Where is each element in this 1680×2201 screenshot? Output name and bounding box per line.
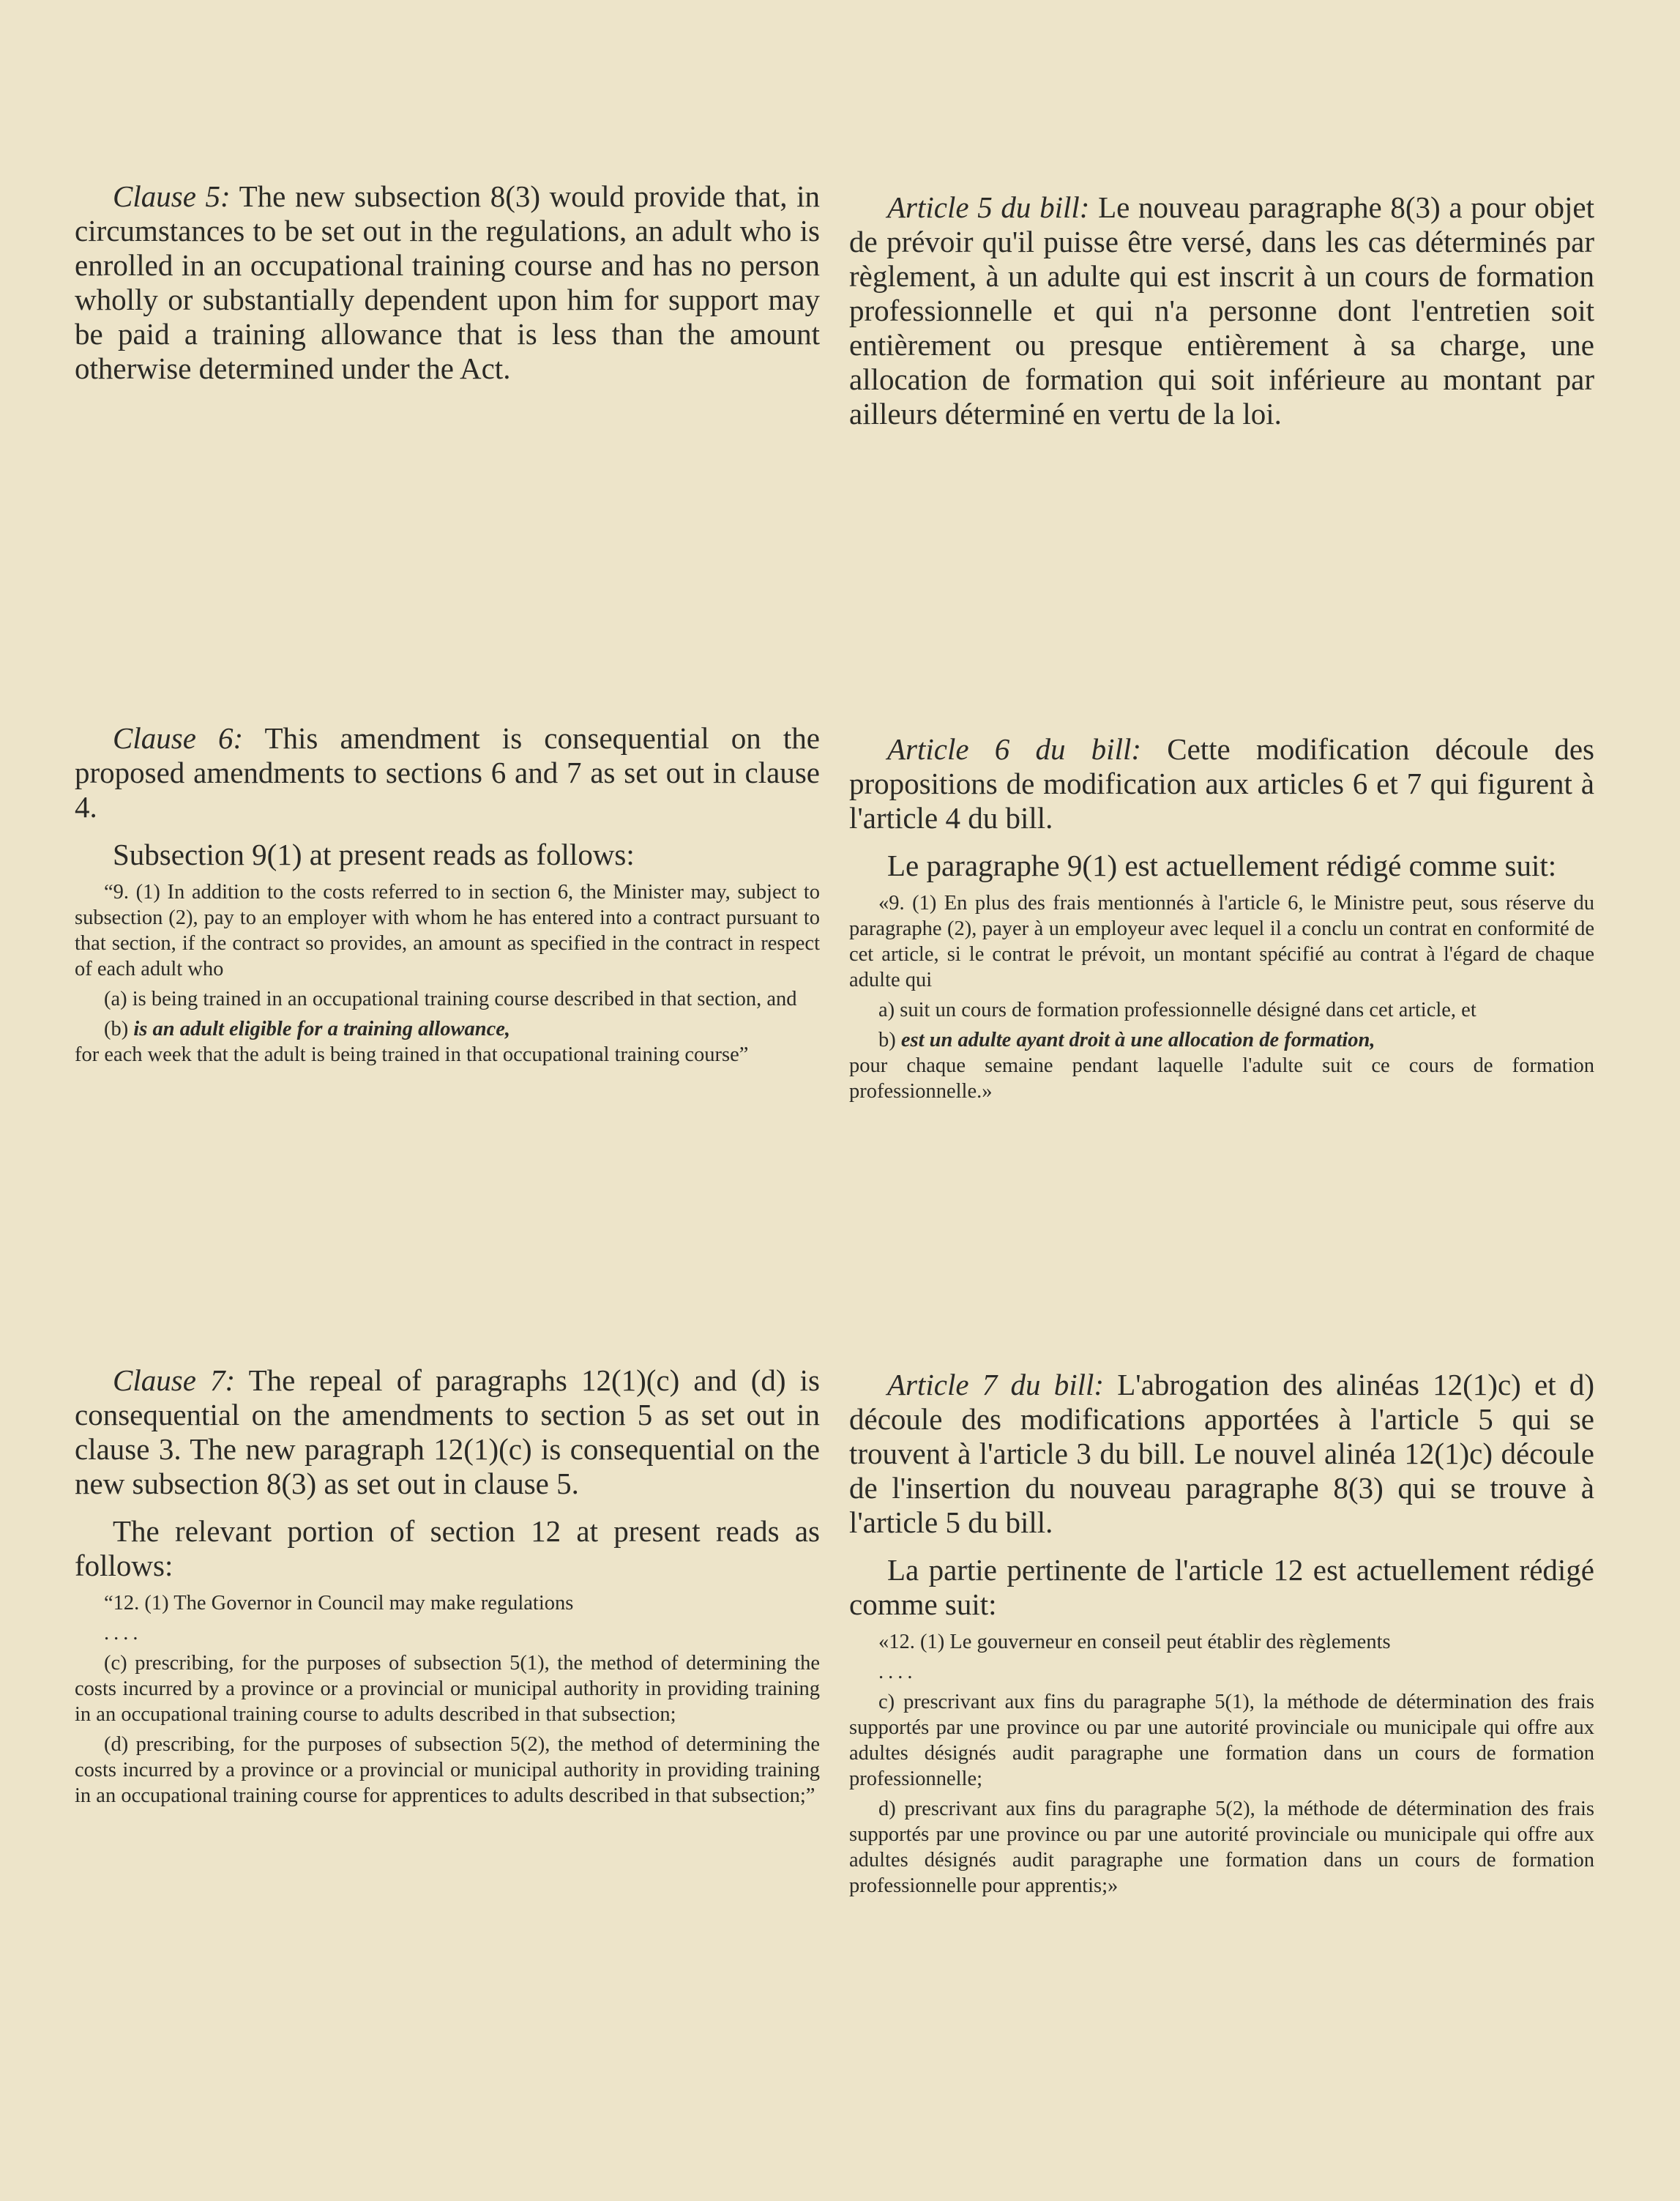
clause-6-fr-b-text: est un adulte ayant droit à une allocation de formation, — [900, 1029, 1375, 1051]
clause-6-en-lead: Subsection 9(1) at present reads as follows: — [113, 838, 635, 871]
clause-6-en-a-label: (a) — [104, 988, 127, 1010]
clause-5-fr-body: Le nouveau paragraphe 8(3) a pour objet de prévoir qu'il puisse être versé, dans les cas déterminés par règlement, à un adulte qui est inscrit à un cours de formation professionnelle et qui n'a personne dont l'entretien soit entièrement ou presque entièrement à sa charge, une allocation de formation qui soit inférieure au montant par ailleurs déterminé en vertu de la loi. — [849, 190, 1594, 431]
clause-7-en-d-label: (d) — [104, 1733, 129, 1756]
clause-6-fr — [849, 732, 1594, 1104]
clause-7-fr-lead: La partie pertinente de l'article 12 est actuellement rédigé comme suit: — [849, 1553, 1594, 1621]
clause-5-en-title: Clause 5: — [113, 179, 231, 213]
clause-6-fr-title: Article 6 du bill: — [887, 732, 1142, 766]
clause-6-en-paragraph — [75, 721, 820, 824]
clause-7-en-title: Clause 7: — [113, 1363, 236, 1397]
clause-7-fr-ellipsis: .... — [878, 1661, 917, 1683]
clause-7-en-d-text: prescribing, for the purposes of subsection 5(2), the method of determining the costs incurred by a province or a provincial or municipal authority in providing training in an occupational training course for apprentices to adults described in that subsection;” — [75, 1733, 820, 1807]
clause-7-fr-d-text: prescrivant aux fins du paragraphe 5(2), la méthode de détermination des frais supportés par une province ou par une autorité provinciale ou municipale qui offre aux adultes désignés audit paragraphe une formation dans un cours de formation professionnelle pour apprentis;» — [849, 1798, 1594, 1897]
clause-6-fr-item-b — [849, 1027, 1594, 1053]
clause-5-fr-paragraph — [849, 190, 1594, 431]
clause-6-fr-item-a — [849, 997, 1594, 1023]
clause-6-en-item-a — [75, 986, 820, 1012]
clause-5-fr-title: Article 5 du bill: — [887, 190, 1090, 224]
clause-6-en-b-text: is an adult eligible for a training allowance, — [133, 1018, 511, 1040]
clause-6-fr-paragraph — [849, 732, 1594, 835]
clause-7-fr-c-label: c) — [878, 1691, 895, 1713]
clause-7-fr-body: L'abrogation des alinéas 12(1)c) et d) découle des modifications apportées à l'article 5 qui se trouvent à l'article 3 du bill. Le nouvel alinéa 12(1)c) découle de l'insertion du nouveau paragraphe 8(3) qui se trouve à l'article 5 du bill. — [849, 1368, 1594, 1539]
clause-7-fr-title: Article 7 du bill: — [887, 1368, 1105, 1401]
clause-7-en — [75, 1363, 820, 1809]
clause-7-en-c-text: prescribing, for the purposes of subsection 5(1), the method of determining the costs incurred by a province or a provincial or municipal authority in providing training in an occupational training course to adults described in that subsection; — [75, 1652, 821, 1726]
clause-7-fr — [849, 1368, 1594, 1899]
clause-6-fr-quote: «9. (1) En plus des frais mentionnés à l'article 6, le Ministre peut, sous réserve du paragraphe (2), payer à un employeur avec lequel il a conclu un contrat en conformité de cet article, si le contrat le prévoit, un montant spécifié au contrat à l'égard de chaque adulte qui — [849, 892, 1594, 991]
clause-7-fr-quote: «12. (1) Le gouverneur en conseil peut établir des règlements — [878, 1631, 1391, 1653]
clause-6-en-b-label: (b) — [104, 1018, 129, 1040]
clause-5-en-body: The new subsection 8(3) would provide that, in circumstances to be set out in the regulations, an adult who is enrolled in an occupational training course and has no person wholly or substantially dependent upon him for support may be paid a training allowance that is less than the amount otherwise determined under the Act. — [75, 179, 821, 385]
clause-6-fr-b-label: b) — [878, 1029, 896, 1051]
clause-7-fr-d-label: d) — [878, 1798, 896, 1820]
clause-7-en-item-c — [75, 1650, 820, 1727]
clause-7-en-lead: The relevant portion of section 12 at present reads as follows: — [75, 1514, 820, 1582]
clause-7-en-ellipsis: .... — [104, 1622, 143, 1645]
clause-6-en-title: Clause 6: — [113, 721, 244, 755]
clause-5-en-paragraph — [75, 179, 820, 386]
clause-6-fr-body: Cette modification découle des propositions de modification aux articles 6 et 7 qui figurent à l'article 4 du bill. — [849, 732, 1594, 835]
clause-7-en-paragraph — [75, 1363, 820, 1501]
clause-7-fr-paragraph — [849, 1368, 1594, 1540]
clause-6-en-body: This amendment is consequential on the proposed amendments to sections 6 and 7 as set out in clause 4. — [75, 721, 820, 824]
clause-7-fr-item-c — [849, 1689, 1594, 1792]
clause-7-en-item-d — [75, 1732, 820, 1809]
clause-7-en-quote: “12. (1) The Governor in Council may make regulations — [104, 1592, 574, 1615]
clause-5-en — [75, 179, 820, 386]
clause-7-en-c-label: (c) — [104, 1652, 127, 1675]
clause-6-fr-a-text: suit un cours de formation professionnelle désigné dans cet article, et — [900, 999, 1476, 1021]
clause-6-en — [75, 721, 820, 1068]
clause-6-en-a-text: is being trained in an occupational training course described in that section, and — [132, 988, 797, 1010]
clause-7-fr-c-text: prescrivant aux fins du paragraphe 5(1), la méthode de détermination des frais supportés par une province ou par une autorité provinciale ou municipale qui offre aux adultes désignés audit paragraphe une formation dans un cours de formation professionnelle; — [849, 1691, 1594, 1790]
clause-5-fr — [849, 190, 1594, 431]
clause-7-fr-item-d — [849, 1796, 1594, 1899]
clause-6-fr-a-label: a) — [878, 999, 895, 1021]
clause-6-en-quote: “9. (1) In addition to the costs referred to in section 6, the Minister may, subject to subsection (2), pay to an employer with whom he has entered into a contract pursuant to that section, if the contract so provides, an amount as specified in the contract in respect of each adult who — [75, 881, 820, 980]
clause-6-fr-tail: pour chaque semaine pendant laquelle l'adulte suit ce cours de formation professionnelle.» — [849, 1054, 1594, 1103]
clause-6-en-tail: for each week that the adult is being trained in that occupational training course” — [75, 1043, 749, 1066]
clause-6-en-item-b — [75, 1016, 820, 1042]
clause-6-fr-lead: Le paragraphe 9(1) est actuellement rédigé comme suit: — [887, 849, 1557, 882]
clause-7-en-body: The repeal of paragraphs 12(1)(c) and (d) is consequential on the amendments to section 5 as set out in clause 3. The new paragraph 12(1)(c) is consequential on the new subsection 8(3) as set out in clause 5. — [75, 1363, 820, 1500]
